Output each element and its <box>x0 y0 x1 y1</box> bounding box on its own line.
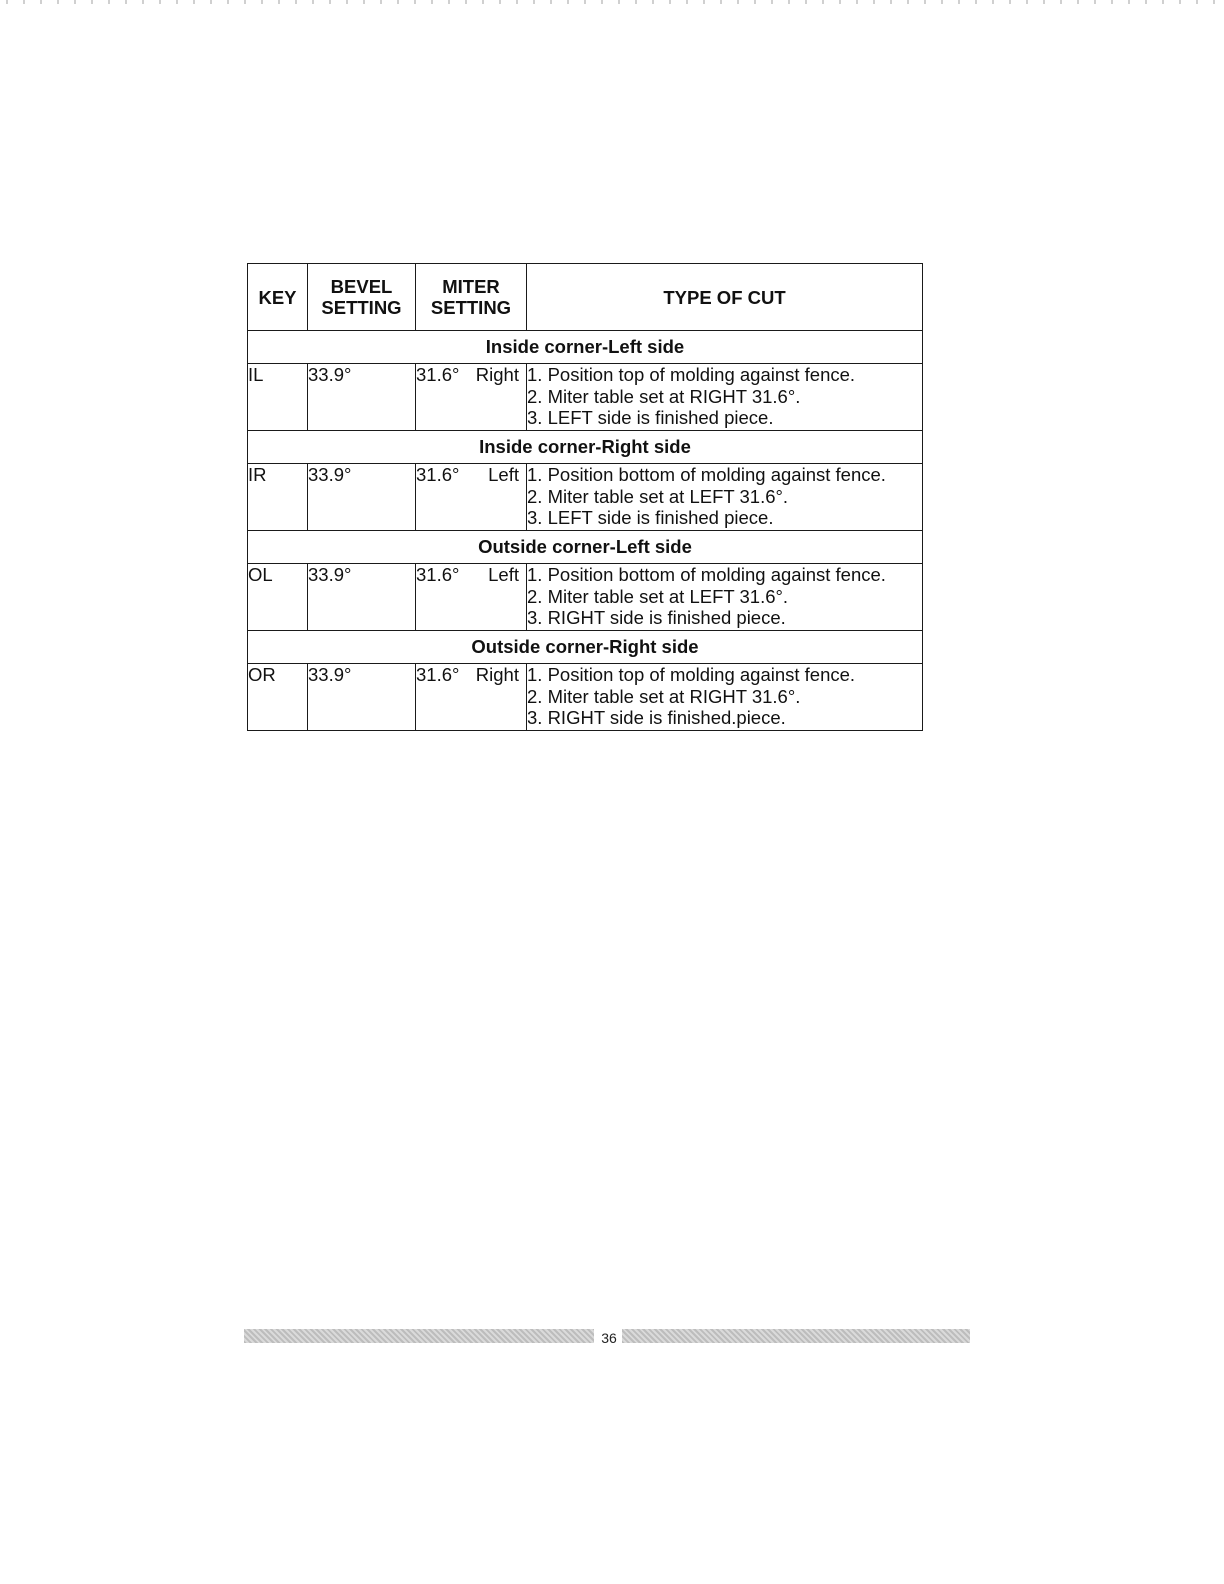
miter-direction: Left <box>488 564 519 585</box>
header-type-of-cut: TYPE OF CUT <box>527 264 923 331</box>
table-row <box>248 364 923 431</box>
steps-cell <box>527 564 923 631</box>
compound-miter-table <box>247 263 923 731</box>
header-key: KEY <box>248 264 308 331</box>
key-cell: IR <box>248 464 308 531</box>
step-text: 3. LEFT side is finished piece. <box>527 407 774 428</box>
step-text: 1. Position bottom of molding against fence. <box>527 564 886 585</box>
step-text: 1. Position bottom of molding against fence. <box>527 464 886 485</box>
step-text: 3. RIGHT side is finished piece. <box>527 607 786 628</box>
key-cell: OR <box>248 664 308 731</box>
miter-value: 31.6° <box>416 364 460 385</box>
bevel-cell: 33.9° <box>308 664 416 731</box>
step-text: 2. Miter table set at LEFT 31.6°. <box>527 485 789 507</box>
miter-cell <box>416 364 527 431</box>
bevel-cell: 33.9° <box>308 364 416 431</box>
section-title: Outside corner-Right side <box>248 631 923 664</box>
header-row <box>248 264 923 331</box>
key-cell: OL <box>248 564 308 631</box>
miter-cell <box>416 564 527 631</box>
steps-cell <box>527 364 923 431</box>
steps-cell <box>527 464 923 531</box>
section-row <box>248 431 923 464</box>
step-text: 2. Miter table set at LEFT 31.6°. <box>527 585 789 607</box>
section-title: Outside corner-Left side <box>248 531 923 564</box>
step-text: 3. RIGHT side is finished.piece. <box>527 707 786 728</box>
header-miter-setting: MITER SETTING <box>416 264 527 331</box>
footer-rule-right <box>622 1329 970 1343</box>
step-text: 1. Position top of molding against fence. <box>527 364 856 385</box>
step-text: 2. Miter table set at RIGHT 31.6°. <box>527 685 801 707</box>
section-title: Inside corner-Right side <box>248 431 923 464</box>
key-cell: IL <box>248 364 308 431</box>
miter-direction: Right <box>475 664 519 685</box>
footer-rule-left <box>244 1329 594 1343</box>
table-row <box>248 564 923 631</box>
scan-edge <box>0 0 1224 4</box>
steps-cell <box>527 664 923 731</box>
step-text: 2. Miter table set at RIGHT 31.6°. <box>527 385 801 407</box>
miter-value: 31.6° <box>416 464 460 485</box>
miter-direction: Right <box>475 364 519 385</box>
section-title: Inside corner-Left side <box>248 331 923 364</box>
miter-direction: Left <box>488 464 519 485</box>
bevel-cell: 33.9° <box>308 564 416 631</box>
miter-value: 31.6° <box>416 564 460 585</box>
step-text: 3. LEFT side is finished piece. <box>527 507 774 528</box>
section-row <box>248 631 923 664</box>
bevel-cell: 33.9° <box>308 464 416 531</box>
table-row <box>248 464 923 531</box>
step-text: 1. Position top of molding against fence. <box>527 664 856 685</box>
section-row <box>248 331 923 364</box>
miter-cell <box>416 664 527 731</box>
miter-value: 31.6° <box>416 664 460 685</box>
miter-cell <box>416 464 527 531</box>
section-row <box>248 531 923 564</box>
table-row <box>248 664 923 731</box>
header-bevel-setting: BEVEL SETTING <box>308 264 416 331</box>
page-number: 36 <box>601 1330 617 1346</box>
